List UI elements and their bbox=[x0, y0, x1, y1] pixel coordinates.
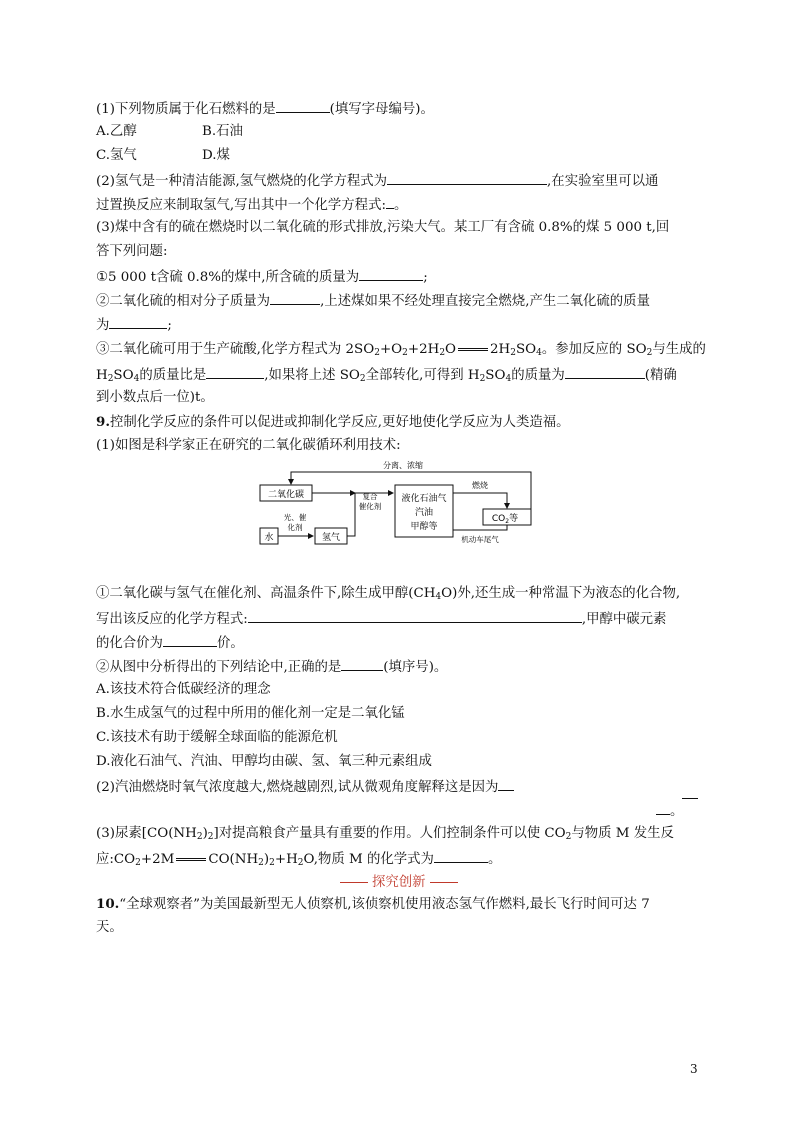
q8-sub3-end: 到小数点后一位)t。 bbox=[96, 390, 214, 405]
answer-blank bbox=[359, 266, 423, 281]
answer-blank bbox=[109, 314, 167, 329]
q8-part3-cont: 答下列问题: bbox=[96, 244, 168, 259]
q9-sub2: ②从图中分析得出的下列结论中,正确的是 (填序号)。 bbox=[96, 656, 447, 678]
option-b: B.石油 bbox=[202, 124, 243, 139]
page-number: 3 bbox=[690, 1062, 698, 1076]
equals-sign bbox=[176, 858, 206, 861]
section-title: 探究创新 bbox=[336, 871, 462, 890]
answer-blank-cont bbox=[682, 784, 698, 799]
answer-blank bbox=[386, 194, 394, 209]
q8-sub2-cont: 为 ; bbox=[96, 314, 172, 336]
label-burn: 燃烧 bbox=[472, 481, 488, 490]
q9-title: 9.控制化学反应的条件可以促进或抑制化学反应,更好地使化学反应为人类造福。 bbox=[96, 414, 570, 430]
arrow-exhaust bbox=[453, 525, 507, 530]
q9-option-d: D.液化石油气、汽油、甲醇均由碳、氢、氧三种元素组成 bbox=[96, 754, 432, 769]
q9-part2-end: 。 bbox=[656, 800, 683, 822]
answer-blank bbox=[565, 364, 645, 379]
svg-text:水: 水 bbox=[264, 533, 274, 543]
question-number: 10. bbox=[96, 896, 120, 912]
q9-part2: (2)汽油燃烧时氧气浓度越大,燃烧越剧烈,试从微观角度解释这是因为 bbox=[96, 776, 514, 798]
svg-text:二氧化碳: 二氧化碳 bbox=[267, 490, 305, 500]
q9-part1: (1)如图是科学家正在研究的二氧化碳循环利用技术: bbox=[96, 438, 401, 453]
label-light-catalyst: 光、催 bbox=[283, 513, 307, 522]
q9-option-c: C.该技术有助于缓解全球面临的能源危机 bbox=[96, 730, 338, 745]
q9-option-a: A.该技术符合低碳经济的理念 bbox=[96, 682, 271, 697]
q10-line1: 10.“全球观察者”为美国最新型无人侦察机,该侦察机使用液态氢气作燃料,最长飞行时间可达 7 bbox=[96, 896, 650, 912]
label-exhaust: 机动车尾气 bbox=[461, 535, 499, 544]
answer-blank bbox=[270, 290, 320, 305]
answer-blank bbox=[163, 632, 217, 647]
q9-sub1: ①二氧化碳与氢气在催化剂、高温条件下,除生成甲醇$(CH_4O)$外,还生成一种常温下为液态的化合物, bbox=[96, 586, 681, 602]
option-a: A.乙醇 bbox=[96, 124, 137, 139]
option-d: D.煤 bbox=[202, 148, 230, 163]
question-number: 9. bbox=[96, 414, 110, 430]
answer-blank bbox=[341, 656, 383, 671]
q8-sub2: ②二氧化硫的相对分子质量为 ,上述煤如果不经处理直接完全燃烧,产生二氧化硫的质量 bbox=[96, 290, 650, 312]
q9-sub1-cont: 写出该反应的化学方程式: ,甲醇中碳元素 bbox=[96, 608, 666, 630]
q8-options-row1 bbox=[96, 122, 243, 142]
svg-text:汽油: 汽油 bbox=[414, 508, 434, 518]
answer-blank bbox=[498, 776, 514, 791]
q10-line2: 天。 bbox=[96, 920, 123, 935]
q8-sub3: ③二氧化硫可用于生产硫酸,化学方程式为 $2SO_2+O_2+2H_2O$ $2H_2SO_4$。参加反应的 $SO_2$与生成的 bbox=[96, 342, 706, 358]
svg-text:催化剂: 催化剂 bbox=[358, 502, 382, 511]
co2-cycle-diagram bbox=[255, 458, 545, 570]
equals-sign bbox=[458, 348, 488, 351]
arrow-burn bbox=[453, 493, 507, 508]
q8-part2-cont: 过置换反应来制取氢气,写出其中一个化学方程式: 。 bbox=[96, 194, 407, 216]
q9-part3-cont: 应$:CO_2+2M$ $CO(NH_2)_2+H_2O$,物质 M 的化学式为 。 bbox=[96, 848, 501, 870]
answer-blank bbox=[387, 170, 547, 185]
answer-blank bbox=[434, 848, 488, 863]
answer-blank bbox=[248, 608, 582, 623]
q9-part3: (3)尿素$[CO(NH_2)_2]$对提高粮食产量具有重要的作用。人们控制条件可以使 $CO_2$与物质 M 发生反 bbox=[96, 826, 674, 842]
q8-options-row2 bbox=[96, 146, 230, 166]
svg-text:甲醇等: 甲醇等 bbox=[410, 522, 438, 532]
label-separate: 分离、浓缩 bbox=[383, 461, 423, 470]
option-c: C.氢气 bbox=[96, 148, 137, 163]
arrow-h2-center bbox=[347, 493, 355, 536]
q8-part3: (3)煤中含有的硫在燃烧时以二氧化硫的形式排放,污染大气。某工厂有含硫 0.8%的煤 5 000 t,回 bbox=[96, 220, 670, 235]
answer-blank bbox=[276, 98, 330, 113]
q8-part1-text: (1)下列物质属于化石燃料的是 bbox=[96, 102, 276, 117]
svg-text:化剂: 化剂 bbox=[287, 523, 303, 532]
svg-text:液化石油气: 液化石油气 bbox=[401, 494, 447, 504]
answer-blank bbox=[206, 364, 264, 379]
q8-part1: (1)下列物质属于化石燃料的是 (填写字母编号)。 bbox=[96, 98, 434, 120]
q8-part2: (2)氢气是一种清洁能源,氢气燃烧的化学方程式为 ,在实验室里可以通 bbox=[96, 170, 658, 192]
svg-text:氢气: 氢气 bbox=[321, 533, 341, 543]
svg-text:CO2等: $CO_2$等 bbox=[491, 514, 519, 525]
q8-sub3-cont: $H_2SO_4$的质量比是 ,如果将上述 $SO_2$全部转化,可得到 $H_2SO_4$的质量为 (精确 bbox=[96, 364, 677, 386]
q9-sub1-end: 的化合价为 价。 bbox=[96, 632, 244, 654]
q9-option-b: B.水生成氢气的过程中所用的催化剂一定是二氧化锰 bbox=[96, 706, 405, 721]
label-catalyst: 复合 bbox=[362, 492, 378, 501]
q8-sub1: ①5 000 t含硫 0.8%的煤中,所含硫的质量为 ; bbox=[96, 266, 428, 288]
